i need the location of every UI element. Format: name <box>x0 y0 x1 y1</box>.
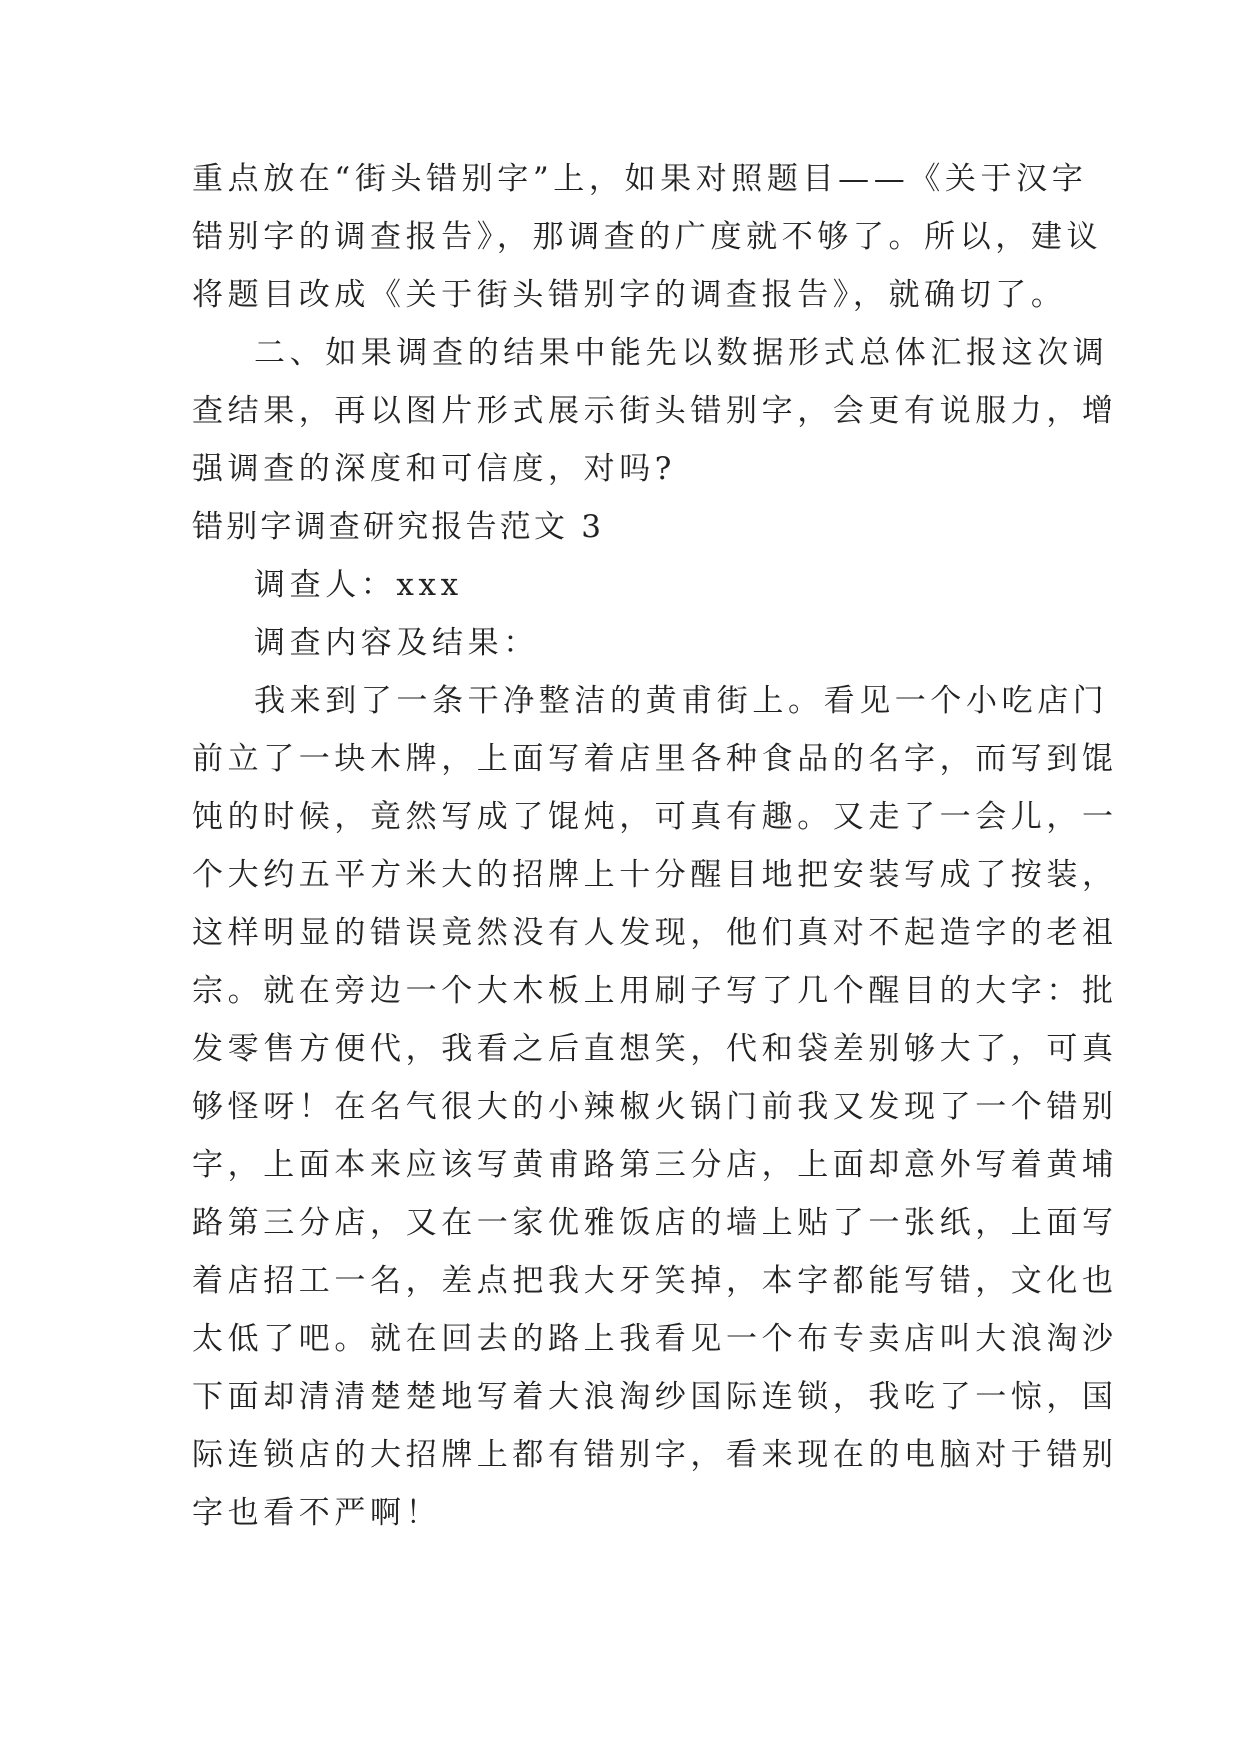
paragraph-line: 个大约五平方米大的招牌上十分醒目地把安装写成了按装， <box>192 857 1118 893</box>
document-body <box>192 150 1118 1542</box>
paragraph-line: 路第三分店，又在一家优雅饭店的墙上贴了一张纸，上面写 <box>192 1205 1118 1241</box>
paragraph-line: 字，上面本来应该写黄甫路第三分店，上面却意外写着黄埔 <box>192 1147 1118 1183</box>
paragraph-line: 前立了一块木牌，上面写着店里各种食品的名字，而写到馄 <box>192 741 1118 777</box>
paragraph-line: 错别字的调查报告》，那调查的广度就不够了。所以，建议 <box>192 219 1103 255</box>
section-heading: 错别字调查研究报告范文 3 <box>192 509 605 545</box>
content-label: 调查内容及结果： <box>254 625 539 661</box>
paragraph-line: 查结果，再以图片形式展示街头错别字，会更有说服力，增 <box>192 393 1118 429</box>
paragraph-line: 着店招工一名，差点把我大牙笑掉，本字都能写错，文化也 <box>192 1263 1118 1299</box>
paragraph-line: 这样明显的错误竟然没有人发现，他们真对不起造字的老祖 <box>192 915 1118 951</box>
paragraph-line: 重点放在“街头错别字”上，如果对照题目——《关于汉字 <box>192 161 1088 197</box>
paragraph-line: 字也看不严啊！ <box>192 1495 442 1531</box>
paragraph-line: 强调查的深度和可信度，对吗? <box>192 451 677 487</box>
paragraph-line: 宗。就在旁边一个大木板上用刷子写了几个醒目的大字：批 <box>192 973 1118 1009</box>
paragraph-line: 二、如果调查的结果中能先以数据形式总体汇报这次调 <box>254 335 1109 371</box>
investigator-line: 调查人：xxx <box>254 567 463 603</box>
paragraph-line: 将题目改成《关于街头错别字的调查报告》，就确切了。 <box>192 277 1067 313</box>
paragraph-line: 够怪呀！在名气很大的小辣椒火锅门前我又发现了一个错别 <box>192 1089 1118 1125</box>
paragraph-line: 际连锁店的大招牌上都有错别字，看来现在的电脑对于错别 <box>192 1437 1118 1473</box>
paragraph-line: 饨的时候，竟然写成了馄炖，可真有趣。又走了一会儿，一 <box>192 799 1118 835</box>
paragraph-line: 发零售方便代，我看之后直想笑，代和袋差别够大了，可真 <box>192 1031 1118 1067</box>
paragraph-line: 我来到了一条干净整洁的黄甫街上。看见一个小吃店门 <box>254 683 1109 719</box>
paragraph-line: 太低了吧。就在回去的路上我看见一个布专卖店叫大浪淘沙 <box>192 1321 1118 1357</box>
paragraph-line: 下面却清清楚楚地写着大浪淘纱国际连锁，我吃了一惊，国 <box>192 1379 1118 1415</box>
